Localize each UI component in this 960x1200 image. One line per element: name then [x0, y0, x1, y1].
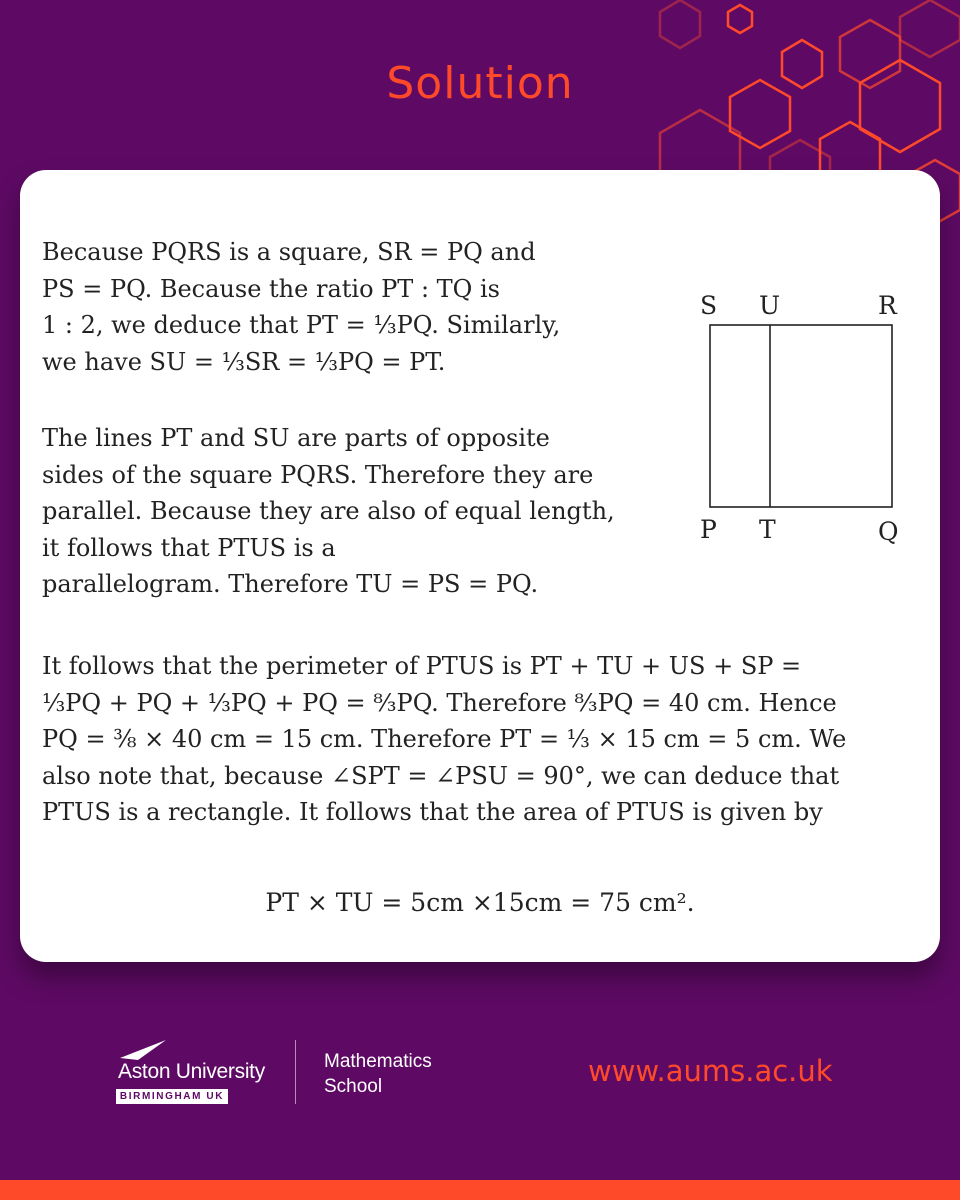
footer-divider [295, 1040, 296, 1104]
text-line: 1 : 2, we deduce that PT = ⅓PQ. Similarly, [42, 311, 561, 339]
text-line: PTUS is a rectangle. It follows that the area of PTUS is given by [42, 798, 823, 826]
paragraph-perimeter-area [42, 648, 908, 831]
school-name [324, 1049, 464, 1099]
solution-card [20, 170, 940, 962]
paragraph-parallelogram [42, 420, 648, 603]
label-p: P [700, 515, 717, 544]
text-line: ⅓PQ + PQ + ⅓PQ + PQ = ⁸⁄₃PQ. Therefore ⁸⁄₃PQ = 40 cm. Hence [42, 688, 837, 717]
label-t: T [759, 515, 776, 544]
text-line: also note that, because ∠SPT = ∠PSU = 90°, we can deduce that [42, 761, 840, 790]
text-line: Because PQRS is a square, SR = PQ and [42, 238, 536, 266]
text-line: we have SU = ⅓SR = ⅓PQ = PT. [42, 347, 446, 376]
university-name: Aston University [118, 1060, 265, 1083]
label-r: R [878, 291, 897, 320]
label-s: S [700, 291, 718, 320]
square-pqrs [710, 325, 892, 507]
school-name-line: Mathematics [324, 1051, 432, 1072]
paragraph-square-properties [42, 234, 648, 380]
text-line: it follows that PTUS is a [42, 533, 336, 562]
text-line: sides of the square PQRS. Therefore they are [42, 460, 594, 489]
text-line: parallelogram. Therefore TU = PS = PQ. [42, 570, 539, 598]
text-line: parallel. Because they are also of equal length, [42, 497, 615, 525]
university-location-badge: BIRMINGHAM UK [116, 1089, 228, 1104]
text-line: PQ = ⅜ × 40 cm = 15 cm. Therefore PT = ⅓ × 15 cm = 5 cm. We [42, 725, 847, 753]
website-link[interactable]: www.aums.ac.uk [588, 1054, 833, 1088]
text-line: It follows that the perimeter of PTUS is PT + TU + US + SP = [42, 652, 802, 680]
label-u: U [759, 291, 781, 320]
school-name-line: School [324, 1076, 383, 1097]
text-line: PS = PQ. Because the ratio PT : TQ is [42, 274, 500, 303]
label-q: Q [878, 517, 899, 546]
text-line: The lines PT and SU are parts of opposite [42, 424, 550, 452]
square-diagram [692, 290, 922, 550]
area-equation: PT × TU = 5cm ×15cm = 75 cm². [265, 888, 695, 917]
page-title: Solution [386, 58, 574, 109]
bottom-accent-bar [0, 1180, 960, 1200]
